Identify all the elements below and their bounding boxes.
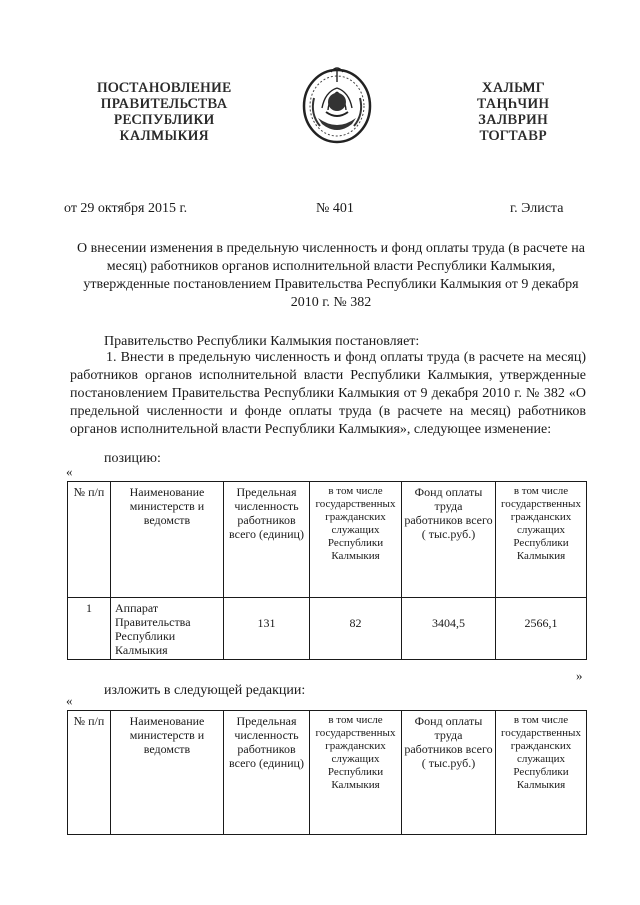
header-left-line: ПОСТАНОВЛЕНИЕ <box>96 80 232 96</box>
table-new-position <box>67 710 587 835</box>
col-header-staff-limit: Предельная численность работников всего (единиц) <box>224 482 310 598</box>
document-title: О внесении изменения в предельную численность и фонд оплаты труда (в расчете на месяц) работников органов исполнительной власти Республики Калмыкия, утвержденные постановлением Правительства Республики Калмыкия от 9 декабря 2010 г. № 382 <box>77 241 585 310</box>
header-right-line: ТОГТАВР <box>479 128 547 144</box>
decree-line: Правительство Республики Калмыкия постановляет: <box>104 334 420 349</box>
cell-staff-limit: 131 <box>224 598 310 660</box>
table-header-row <box>68 482 587 598</box>
header-left-line: ПРАВИТЕЛЬСТВА <box>100 96 228 112</box>
col-header-num: № п/п <box>68 482 111 598</box>
header-right-line: ЗАЛВРИН <box>478 112 548 128</box>
header-left-line: КАЛМЫКИЯ <box>119 128 209 144</box>
coat-of-arms-emblem <box>300 62 374 144</box>
table-current-position <box>67 481 587 660</box>
col-header-name: Наименование министерств и ведомств <box>111 482 224 598</box>
table-header-row <box>68 711 587 835</box>
cell-fund: 3404,5 <box>402 598 496 660</box>
item-1-text: 1. Внести в предельную численность и фонд оплаты труда (в расчете на месяц) работников органов исполнительной власти Республики Калмыкия, утвержденные постановлением Правительства Республики Калмыкия от 9 декабря 2010 г. № 382 «О предельной численности и фонде оплаты труда (в расчете на месяц) работников органов исполнительной власти Республики Калмыкия», следующее изменение: <box>70 350 586 437</box>
opening-quote: « <box>66 693 73 708</box>
col-header-civil-servants: в том числе государственных гражданских служащих Республики Калмыкия <box>310 482 402 598</box>
cell-fund-civil: 2566,1 <box>496 598 587 660</box>
header-russian <box>70 80 258 144</box>
col-header-civil-servants: в том числе государственных гражданских служащих Республики Калмыкия <box>310 711 402 835</box>
col-header-staff-limit: Предельная численность работников всего (единиц) <box>224 711 310 835</box>
header-left-line: РЕСПУБЛИКИ <box>113 112 215 128</box>
opening-quote: « <box>66 464 73 479</box>
header-kalmyk <box>448 80 578 144</box>
cell-name: Аппарат Правительства Республики Калмыкия <box>111 598 224 660</box>
col-header-num: № п/п <box>68 711 111 835</box>
header-right-line: ХАЛЬМГ <box>481 80 545 96</box>
replace-line: изложить в следующей редакции: <box>104 683 306 698</box>
position-label: позицию: <box>104 451 161 466</box>
col-header-fund: Фонд оплаты труда работников всего ( тыс.руб.) <box>402 482 496 598</box>
table-row <box>68 598 587 660</box>
col-header-fund: Фонд оплаты труда работников всего ( тыс.руб.) <box>402 711 496 835</box>
header-right-line: ТАҢҺЧИН <box>476 96 550 112</box>
closing-quote: » <box>576 668 583 683</box>
col-header-fund-civil: в том числе государственных гражданских служащих Республики Калмыкия <box>496 482 587 598</box>
document-number: № 401 <box>316 201 354 216</box>
document-date: от 29 октября 2015 г. <box>64 201 188 216</box>
cell-num: 1 <box>68 598 111 660</box>
cell-civil-servants: 82 <box>310 598 402 660</box>
col-header-name: Наименование министерств и ведомств <box>111 711 224 835</box>
document-city: г. Элиста <box>510 201 564 216</box>
emblem-icon <box>300 62 374 144</box>
col-header-fund-civil: в том числе государственных гражданских служащих Республики Калмыкия <box>496 711 587 835</box>
